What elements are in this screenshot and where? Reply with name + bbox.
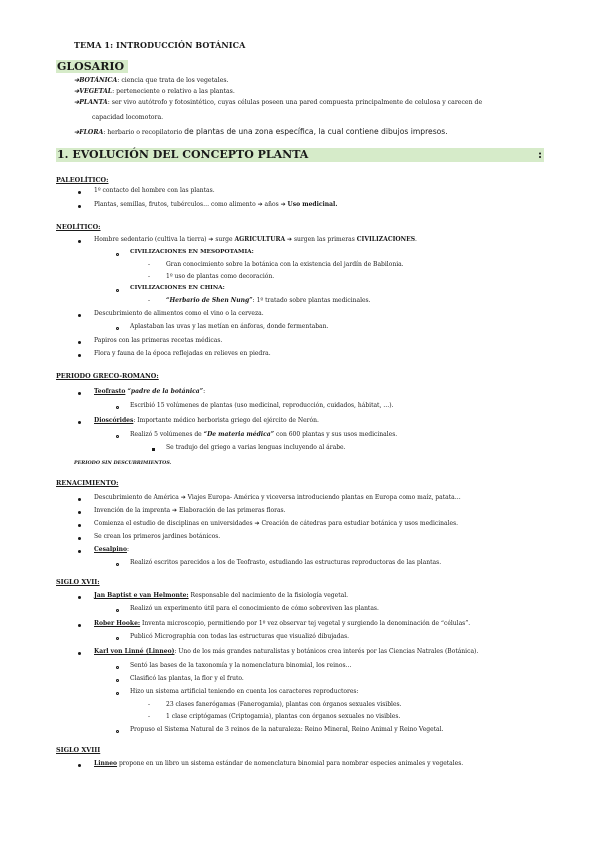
bullet-circle xyxy=(116,677,119,684)
bullet-circle xyxy=(116,690,119,697)
subheading-china: CIVILIZACIONES EN CHINA: xyxy=(130,285,225,291)
bullet-dot xyxy=(78,189,81,196)
bullet-dot xyxy=(78,339,81,346)
bullet-dot xyxy=(78,650,81,657)
list-item: Flora y fauna de la época reflejadas en relieves en piedra. xyxy=(94,350,271,357)
list-item: Descubrimiento de alimentos como el vino o la cerveza. xyxy=(94,310,264,317)
dash-bullet: - xyxy=(148,261,151,268)
dash-bullet: - xyxy=(148,713,151,720)
bullet-dot xyxy=(78,762,81,769)
list-item: Escribió 15 volúmenes de plantas (uso medicinal, reproducción, cuidados, hábitat, …). xyxy=(130,402,394,409)
bullet-dot xyxy=(78,622,81,629)
list-item: Aplastaban las uvas y las metían en ánforas, donde fermentaban. xyxy=(130,323,329,330)
bullet-dot xyxy=(78,203,81,210)
section-heading: 1. EVOLUCIÓN DEL CONCEPTO PLANTA xyxy=(57,148,309,161)
list-item: Clasificó las plantas, la flor y el fruto. xyxy=(130,675,244,682)
bullet-circle xyxy=(116,251,119,258)
era-heading-siglo17: SIGLO XVII: xyxy=(56,578,100,586)
list-item: Dioscórides: Importante médico herborista griego del ejército de Nerón. xyxy=(94,417,319,424)
bullet-dot xyxy=(78,238,81,245)
list-item: 1 clase criptógamas (Criptogamia), plantas con órganos sexuales no visibles. xyxy=(166,713,401,720)
bullet-circle xyxy=(116,607,119,614)
list-item: Teofrasto “padre de la botánica”: xyxy=(94,388,206,395)
list-item: 23 clases fanerógamas (Fanerogamia), plantas con órganos sexuales visibles. xyxy=(166,701,402,708)
list-item: Sentó las bases de la taxonomía y la nomenclatura binomial, los reinos… xyxy=(130,662,352,669)
list-item: Plantas, semillas, frutos, tubérculos… como alimento ➔ años ➔ Uso medicinal. xyxy=(94,201,338,208)
list-item: Invención de la imprenta ➔ Elaboración de las primeras floras. xyxy=(94,507,286,514)
subheading-mesopotamia: CIVILIZACIONES EN MESOPOTAMIA: xyxy=(130,249,254,255)
bullet-circle xyxy=(116,325,119,332)
list-item: “Herbario de Shen Nung”: 1º tratado sobre plantas medicinales. xyxy=(166,297,371,304)
section-heading-bar xyxy=(56,148,544,162)
page-title: TEMA 1: INTRODUCCIÓN BOTÁNICA xyxy=(74,40,246,50)
bullet-square xyxy=(152,446,155,453)
bullet-circle xyxy=(116,287,119,294)
bullet-dot xyxy=(78,535,81,542)
list-item: Linneo propone en un libro un sistema estándar de nomenclatura binomial para nombrar especies animales y vegetales. xyxy=(94,760,464,767)
glosario-item: ➔VEGETAL: perteneciente o relativo a las plantas. xyxy=(74,88,235,95)
bullet-dot xyxy=(78,390,81,397)
era-heading-siglo18: SIGLO XVIII xyxy=(56,746,101,754)
bullet-dot xyxy=(78,352,81,359)
bullet-circle xyxy=(116,561,119,568)
list-item: Karl von Linné (Linneo): Uno de los más grandes naturalistas y botánicos crea interés por las Ciencias Natrales (Botánica). xyxy=(94,648,479,655)
list-item: Comienza el estudio de disciplinas en universidades ➔ Creación de cátedras para estudiar botánica y usos medicinales. xyxy=(94,520,459,527)
bullet-dot xyxy=(78,312,81,319)
bullet-circle xyxy=(116,635,119,642)
list-item: Publicó Micrographia con todas las estructuras que visualizó dibujadas. xyxy=(130,633,350,640)
list-item: Realizó 5 volúmenes de “De materia médica” con 600 plantas y sus usos medicinales. xyxy=(130,431,398,438)
bullet-dot xyxy=(78,509,81,516)
list-item: Cesalpino: xyxy=(94,546,130,553)
glosario-heading: GLOSARIO xyxy=(56,60,128,73)
glosario-item: ➔PLANTA: ser vivo autótrofo y fotosintético, cuyas células poseen una pared compuesta principalmente de celulosa y carecen de xyxy=(74,99,483,106)
list-item: Rober Hooke: Inventa microscopio, permitiendo por 1º vez observar tej vegetal y surgiendo la denominación de “células”. xyxy=(94,620,471,627)
list-item: Jan Baptist e van Helmonte: Responsable del nacimiento de la fisiología vegetal. xyxy=(94,592,349,599)
era-heading-neolitico: NEOLÍTICO: xyxy=(56,223,101,231)
bullet-dot xyxy=(78,594,81,601)
bullet-dot xyxy=(78,522,81,529)
bullet-dot xyxy=(78,496,81,503)
dash-bullet: - xyxy=(148,273,151,280)
bullet-circle xyxy=(116,728,119,735)
list-item: Gran conocimiento sobre la botánica con la existencia del jardín de Babilonia. xyxy=(166,261,404,268)
section-heading-colon: : xyxy=(537,148,542,161)
list-item: Hizo un sistema artificial teniendo en cuenta los caracteres reproductores: xyxy=(130,688,359,695)
bullet-dot xyxy=(78,419,81,426)
list-item: Realizó un experimento útil para el conocimiento de cómo sobreviven las plantas. xyxy=(130,605,379,612)
bullet-dot xyxy=(78,548,81,555)
glosario-item: ➔BOTÁNICA: ciencia que trata de los vegetales. xyxy=(74,77,229,84)
list-item: 1º uso de plantas como decoración. xyxy=(166,273,275,280)
note-periodo: PERIODO SIN DESCUBRIMIENTOS. xyxy=(74,460,172,466)
list-item: Papiros con las primeras recetas médicas. xyxy=(94,337,223,344)
bullet-circle xyxy=(116,664,119,671)
list-item: Descubrimiento de América ➔ Viajes Europa- América y viceversa introduciendo plantas en Europa como maíz, patata… xyxy=(94,494,461,501)
glosario-item-continuation: capacidad locomotora. xyxy=(92,114,164,121)
era-heading-renacimiento: RENACIMIENTO: xyxy=(56,479,119,487)
list-item: 1º contacto del hombre con las plantas. xyxy=(94,187,215,194)
list-item: Se crean los primeros jardines botánicos. xyxy=(94,533,221,540)
list-item: Hombre sedentario (cultiva la tierra) ➔ surge AGRICULTURA ➔ surgen las primeras CIVILIZACIONES. xyxy=(94,236,417,243)
bullet-circle xyxy=(116,433,119,440)
era-heading-paleolitico: PALEOLÍTICO: xyxy=(56,176,109,184)
list-item: Realizó escritos parecidos a los de Teofrasto, estudiando las estructuras reproductoras de las plantas. xyxy=(130,559,442,566)
dash-bullet: - xyxy=(148,701,151,708)
glosario-item: ➔FLORA: herbario o recopilatorio de plantas de una zona específica, la cual contiene dibujos impresos. xyxy=(74,127,448,136)
list-item: Propuso el Sistema Natural de 3 reinos de la naturaleza: Reino Mineral, Reino Animal y Reino Vegetal. xyxy=(130,726,444,733)
era-heading-grecoromano: PERIODO GRECO-ROMANO: xyxy=(56,372,159,380)
bullet-circle xyxy=(116,404,119,411)
dash-bullet: - xyxy=(148,297,151,304)
list-item: Se tradujo del griego a varias lenguas incluyendo al árabe. xyxy=(166,444,346,451)
